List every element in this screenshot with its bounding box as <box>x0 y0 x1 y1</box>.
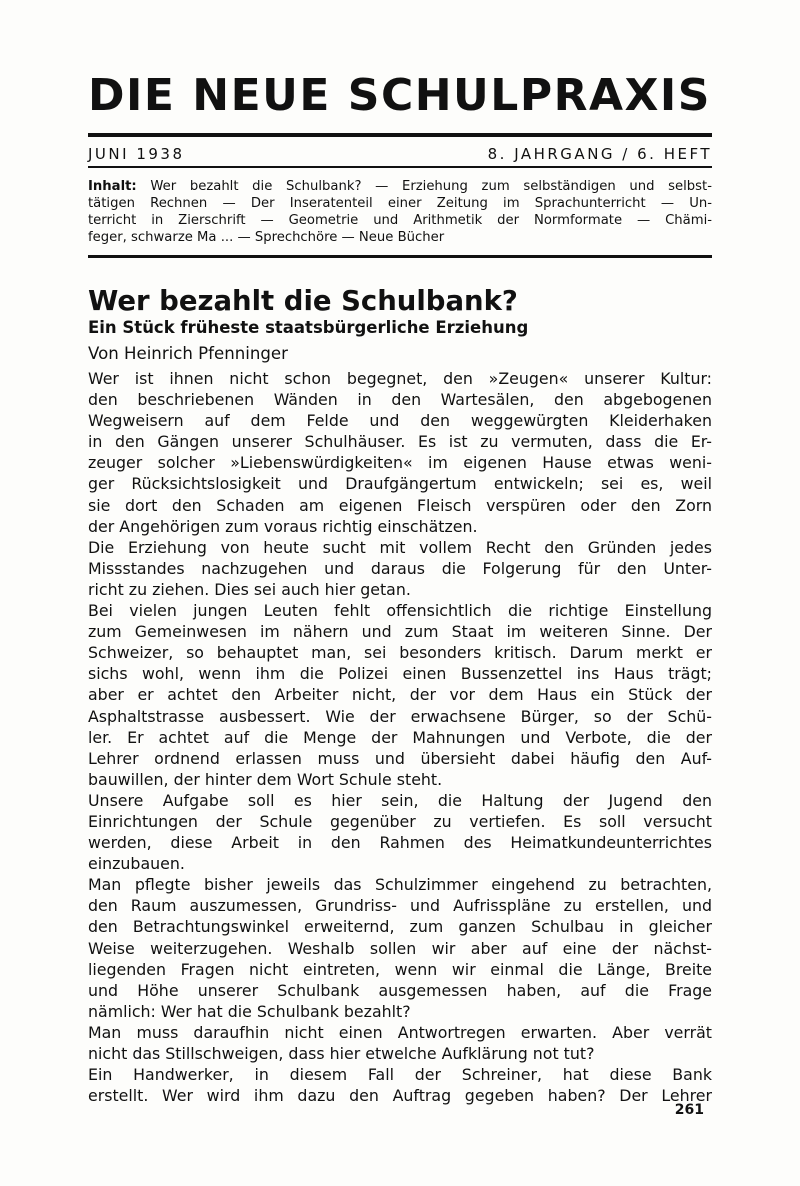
body-line: Weise weiterzugehen. Weshalb sollen wir aber auf eine der nächst- <box>88 938 712 958</box>
body-line: zeuger solcher »Liebenswürdigkeiten« im eigenen Hause etwas weni- <box>88 453 712 473</box>
issue-date: JUNI 1938 <box>88 145 185 163</box>
body-line: einzubauen. <box>88 854 185 874</box>
body-line: den Betrachtungswinkel erweiternd, zum ganzen Schulbau in gleicher <box>88 917 712 937</box>
page-number: 261 <box>674 1102 704 1118</box>
body-line: liegenden Fragen nicht eintreten, wenn wir einmal die Länge, Breite <box>88 959 712 979</box>
body-line: Missstandes nachzugehen und daraus die Folgerung für den Unter- <box>88 558 712 578</box>
body-line: ler. Er achtet auf die Menge der Mahnungen und Verbote, die der <box>88 727 712 747</box>
contents-line-text: Wer bezahlt die Schulbank? — Erziehung zum selbständigen und selbst- <box>150 179 712 194</box>
table-of-contents <box>88 178 712 246</box>
masthead-rule <box>88 133 712 137</box>
body-line: Die Erziehung von heute sucht mit vollem Recht den Gründen jedes <box>88 537 712 557</box>
article-author: Von Heinrich Pfenninger <box>88 344 288 363</box>
body-line: nämlich: Wer hat die Schulbank bezahlt? <box>88 1001 411 1021</box>
contents-line <box>88 178 712 195</box>
body-line: zum Gemeinwesen im nähern und zum Staat im weiteren Sinne. Der <box>88 622 712 642</box>
body-line: Man pflegte bisher jeweils das Schulzimmer eingehend zu betrachten, <box>88 875 712 895</box>
body-line: Asphaltstrasse ausbessert. Wie der erwachsene Bürger, so der Schü- <box>88 706 712 726</box>
body-line: richt zu ziehen. Dies sei auch hier getan. <box>88 579 411 599</box>
contents-line: terricht in Zierschrift — Geometrie und Arithmetik der Normformate — Chämi- <box>88 213 712 228</box>
body-line: bauwillen, der hinter dem Wort Schule steht. <box>88 769 443 789</box>
body-line: Wer ist ihnen nicht schon begegnet, den »Zeugen« unserer Kultur: <box>88 369 712 388</box>
contents-line: feger, schwarze Ma ... — Sprechchöre — Neue Bücher <box>88 230 445 245</box>
body-line: den beschriebenen Wänden in den Wartesälen, den abgebogenen <box>88 390 712 410</box>
body-line: aber er achtet den Arbeiter nicht, der vor dem Haus ein Stück der <box>88 685 712 705</box>
body-line: Wegweisern auf dem Felde und den weggewürgten Kleiderhaken <box>88 411 712 431</box>
article-title: Wer bezahlt die Schulbank? <box>88 285 518 317</box>
contents-label: Inhalt: <box>88 179 137 194</box>
body-line: und Höhe unserer Schulbank ausgemessen haben, auf die Frage <box>88 980 712 1000</box>
body-line: erstellt. Wer wird ihm dazu den Auftrag gegeben haben? Der Lehrer <box>88 1086 712 1106</box>
body-line: sichs wohl, wenn ihm die Polizei einen Bussenzettel ins Haus trägt; <box>88 664 712 684</box>
body-line: Ein Handwerker, in diesem Fall der Schreiner, hat diese Bank <box>88 1065 712 1085</box>
body-line: Einrichtungen der Schule gegenüber zu vertiefen. Es soll versucht <box>88 811 712 831</box>
body-line: den Raum auszumessen, Grundriss- und Aufrisspläne zu erstellen, und <box>88 896 712 916</box>
masthead-title: DIE NEUE SCHULPRAXIS <box>88 70 711 121</box>
body-line: Unsere Aufgabe soll es hier sein, die Haltung der Jugend den <box>88 790 712 810</box>
article-body <box>88 368 712 1106</box>
body-line: Bei vielen jungen Leuten fehlt offensichtlich die richtige Einstellung <box>88 601 712 621</box>
body-line: in den Gängen unserer Schulhäuser. Es ist zu vermuten, dass die Er- <box>88 432 712 452</box>
body-line: werden, diese Arbeit in den Rahmen des Heimatkundeunterrichtes <box>88 833 712 853</box>
body-line: der Angehörigen zum voraus richtig einschätzen. <box>88 516 478 536</box>
body-line: ger Rücksichtslosigkeit und Draufgängertum entwickeln; sei es, weil <box>88 474 712 494</box>
body-line: Man muss daraufhin nicht einen Antwortregen erwarten. Aber verrät <box>88 1022 712 1042</box>
body-line: nicht das Stillschweigen, dass hier etwelche Aufklärung not tut? <box>88 1044 595 1063</box>
contents-rule <box>88 255 712 258</box>
contents-line: tätigen Rechnen — Der Inseratenteil einer Zeitung im Sprachunterricht — Un- <box>88 196 712 211</box>
body-line: Lehrer ordnend erlassen muss und übersieht dabei häufig den Auf- <box>88 748 712 768</box>
issue-number: 8. JAHRGANG / 6. HEFT <box>487 145 712 163</box>
article-subtitle: Ein Stück früheste staatsbürgerliche Erziehung <box>88 318 529 337</box>
body-line: sie dort den Schaden am eigenen Fleisch verspüren oder den Zorn <box>88 495 712 515</box>
body-line: Schweizer, so behauptet man, sei besonders kritisch. Darum merkt er <box>88 643 712 663</box>
issue-rule <box>88 166 712 168</box>
